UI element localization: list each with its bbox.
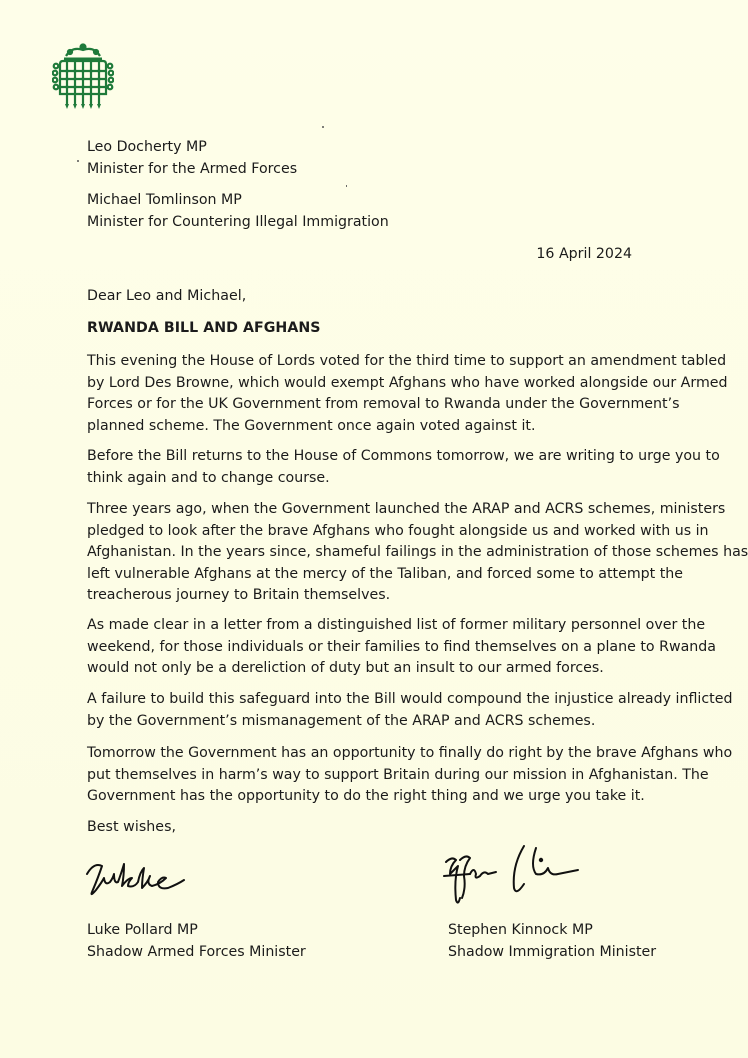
subject-heading: RWANDA BILL AND AFGHANS xyxy=(87,320,321,336)
recipient-title: Minister for Countering Illegal Immigration xyxy=(87,213,389,230)
paragraph-line: Afghanistan. In the years since, shameful failings in the administration of those schemes has xyxy=(87,544,748,560)
paragraph-line: pledged to look after the brave Afghans who fought alongside us and worked with us in xyxy=(87,522,709,539)
signatory-name: Stephen Kinnock MP xyxy=(448,922,593,938)
paragraph-line: Tomorrow the Government has an opportunity to finally do right by the brave Afghans who xyxy=(87,745,733,761)
paragraph-line: put themselves in harm’s way to support Britain during our mission in Afghanistan. The xyxy=(87,766,709,783)
paragraph-line: Government has the opportunity to do the right thing and we urge you take it. xyxy=(87,788,645,804)
paragraph-line: by the Government’s mismanagement of the ARAP and ACRS schemes. xyxy=(87,712,596,729)
scan-speck xyxy=(77,160,79,162)
paragraph-line: Three years ago, when the Government launched the ARAP and ACRS schemes, ministers xyxy=(87,501,726,517)
signatory-title: Shadow Immigration Minister xyxy=(448,943,657,960)
signatory-title: Shadow Armed Forces Minister xyxy=(87,943,306,960)
paragraph-line: would not only be a dereliction of duty but an insult to our armed forces. xyxy=(87,660,604,676)
signatory-1 xyxy=(87,920,387,963)
recipient-1 xyxy=(87,137,677,180)
signature-luke-pollard xyxy=(84,852,194,902)
paragraph-3 xyxy=(87,499,748,607)
scan-speck xyxy=(322,126,324,128)
signatory-2 xyxy=(448,920,708,963)
signature-stephen-kinnock xyxy=(440,840,590,915)
paragraph-6 xyxy=(87,743,733,808)
recipient-name: Michael Tomlinson MP xyxy=(87,192,242,208)
salutation: Dear Leo and Michael, xyxy=(87,288,247,304)
letter-date: 16 April 2024 xyxy=(536,246,632,262)
paragraph-line: Forces or for the UK Government from removal to Rwanda under the Government’s xyxy=(87,396,680,412)
paragraph-line: As made clear in a letter from a distinguished list of former military personnel over the xyxy=(87,617,706,633)
paragraph-5 xyxy=(87,689,733,732)
paragraph-line: A failure to build this safeguard into the Bill would compound the injustice already inflicted xyxy=(87,691,733,707)
closing: Best wishes, xyxy=(87,819,177,835)
recipient-name: Leo Docherty MP xyxy=(87,139,207,155)
paragraph-2 xyxy=(87,446,720,489)
paragraph-line: left vulnerable Afghans at the mercy of the Taliban, and forced some to attempt the xyxy=(87,565,684,582)
paragraph-1 xyxy=(87,351,728,437)
scan-speck xyxy=(346,185,347,187)
paragraph-line: treacherous journey to Britain themselves. xyxy=(87,587,391,603)
signatory-name: Luke Pollard MP xyxy=(87,922,198,938)
paragraph-line: think again and to change course. xyxy=(87,469,330,486)
portcullis-icon xyxy=(52,42,114,112)
paragraph-4 xyxy=(87,615,716,680)
paragraph-line: planned scheme. The Government once again voted against it. xyxy=(87,417,536,434)
paragraph-line: by Lord Des Browne, which would exempt Afghans who have worked alongside our Armed xyxy=(87,374,728,391)
paragraph-line: This evening the House of Lords voted for the third time to support an amendment tabled xyxy=(87,353,727,369)
paragraph-line: weekend, for those individuals or their families to find themselves on a plane to Rwanda xyxy=(87,638,716,655)
recipient-title: Minister for the Armed Forces xyxy=(87,160,298,177)
recipient-2 xyxy=(87,190,677,233)
paragraph-line: Before the Bill returns to the House of Commons tomorrow, we are writing to urge you to xyxy=(87,448,720,464)
